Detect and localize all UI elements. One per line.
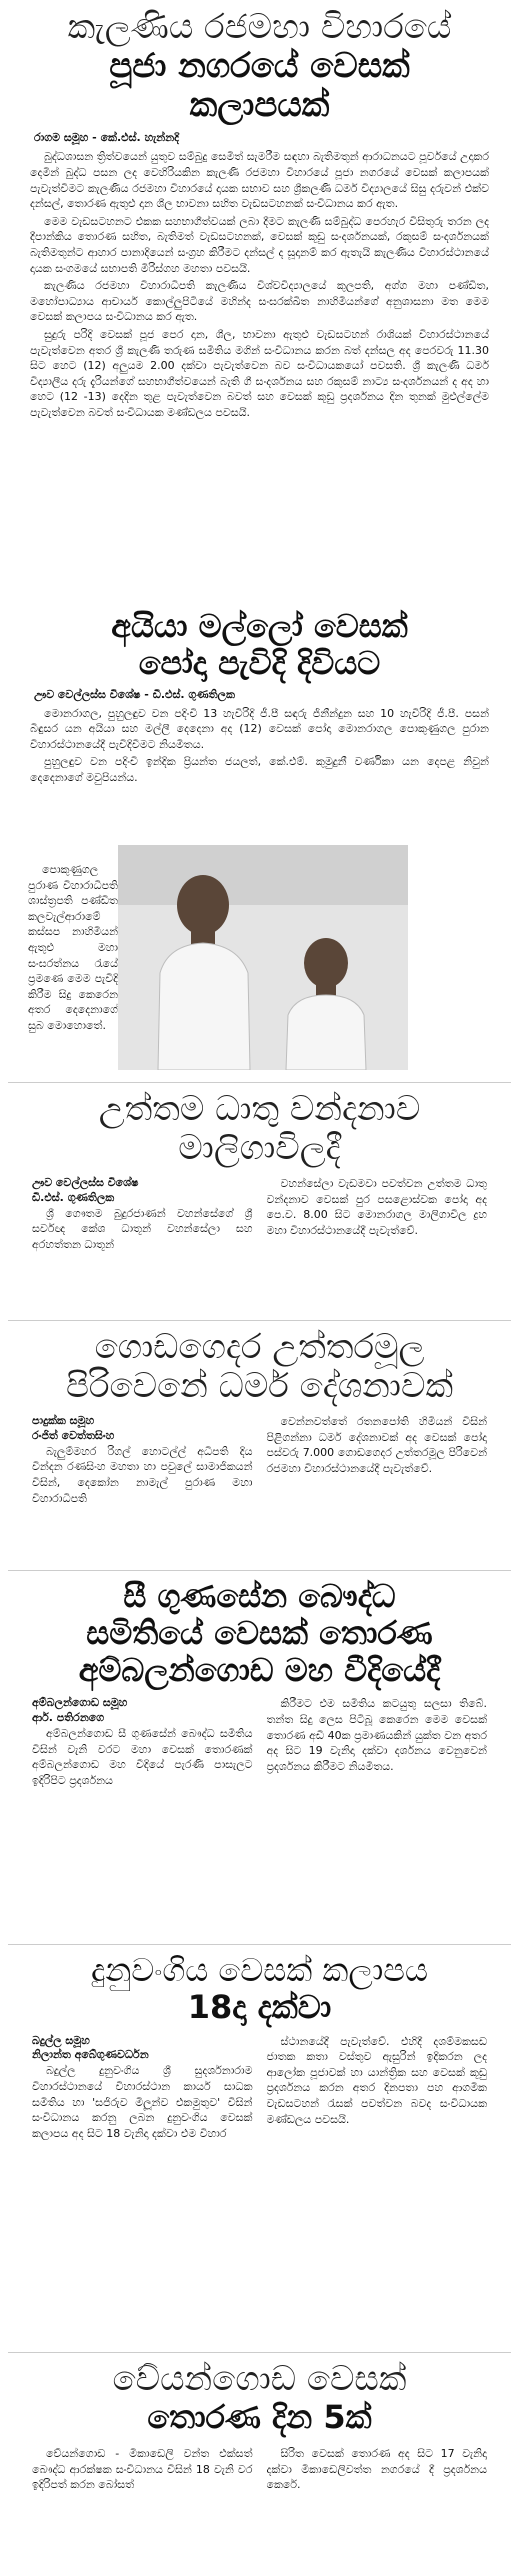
paragraph: බැලුම්මහර රිගල් හොටල්ල් අධිපති දිය වින්දන රණසිංහ මහතා හා පවුලේ සාමාජිකයන් විසින්, දෙකෝන නාමැල් පුරාණ මහා විහාරාධිපති — [32, 1444, 253, 1505]
column-right — [267, 1414, 488, 1508]
paragraph: කිරීමට එම සමිතිය කටයුතු සලසා තිබේ. තන්ත සිදු ලෙස පිටිබූ කෙරෙන මෙම වෙසක් තොරණ අඩි 40ක ප්‍රමාණයකින් යුක්ත වන අතර අද සිට 19 වැනිදා දක්වා දර්ශනය වෙනුවෙන් ප්‍රදර්ශනය කිරීමට නියමිතය. — [266, 1697, 487, 1773]
headline — [4, 1952, 515, 2026]
byline-line-2: ඩී.එස්. ගුණතිලක — [32, 1191, 115, 1205]
headline-line-3: අම්බලන්ගොඩ මහ වීදියේදී — [78, 1650, 441, 1689]
divider — [8, 1570, 511, 1571]
article-columns — [4, 1176, 515, 1255]
article-brothers-ordination — [0, 608, 519, 788]
photo-two-boys — [118, 845, 408, 1070]
article-dharma-sermon — [0, 1328, 519, 1508]
headline-line-2: මාලිගාවිලදී — [178, 1128, 341, 1169]
headline-line-2: පිරිවෙනේ ධර්ම දේශනාවක් — [65, 1366, 454, 1407]
column-right — [267, 1176, 488, 1255]
article-dunuwangiya-zone — [0, 1952, 519, 2143]
column-right — [267, 2446, 488, 2495]
headline-line-1: දුනුවංගිය වෙසක් කලාපය — [91, 1951, 428, 1989]
headline — [4, 1090, 515, 1168]
headline-line-2: 18දා දක්වා — [187, 1987, 332, 2026]
divider — [8, 1082, 511, 1083]
article-columns — [4, 2034, 515, 2144]
headline-line-1: උත්තම ධාතු වන්දනාව — [98, 1089, 421, 1129]
paragraph: අම්බලන්ගොඩ සී ගුණසේන් බෞද්ධ සමිතිය විසින් වැනි වරට මහා වෙසක් තොරණක් අම්බලන්ගොඩ මහ වීදියේ පැරණි පාසැලට ඉදිරිපිට ප්‍රදර්ශනය — [32, 1727, 253, 1787]
paragraph: වහන්සේලා වැඩමවා පවත්වන උත්තම ධාතු වන්දනාව වෙසක් පුර පසළොස්වක පෝදා අද පෙ.ව. 8.00 සිට මොනරාගල මාලිගාවිල ද්‍රහ මහා විහාරස්ථානයේදී පැවැත්වේ. — [266, 1177, 487, 1238]
divider — [8, 1320, 511, 1321]
byline: රාගම සමූහ - කේ.එස්. හැන්නදි — [34, 131, 180, 145]
article-columns — [4, 2446, 515, 2495]
paragraph: වේයන්ගොඩ - මිකාඩෙලි වන්ත එක්සත් බෞද්ධ ආරක්ෂක සංවිධානය විසින් 18 වැනි වර ඉදිරිපත් කරන බෝසත් — [32, 2446, 253, 2492]
paragraph: බුද්ධශාසන ත්‍රිත්වයෙන් යුතුව සම්බුදු සෙමිත් සැමරීම සඳහා බැතිමතුන් ආරාධනයට පූර්වයේ උදාකර දෙමින් බුද්ධ පසන ලද වෙහිරියකින කැලණි රජමහා විහාරයේ පූජා නගරයේ වෙසක් කලාපයක් පැවැත්වීමට කැලණිය රජමහා විහාරයේ දායක සභාව සහ ශ්‍රීකලණි ධර්ම විද්‍යාලයේ සිසු දරුවන් එක්ව දන්සල්, තොරණ ඇතුළු දාන ශීල භාවනා සහිත වැඩසටහනක් සංවිධානය කර ඇත. — [30, 150, 489, 211]
article-ambalangoda-pandal — [0, 1578, 519, 1791]
headline-line-1: අයියා මල්ලෝ වෙසක් — [111, 607, 408, 645]
paragraph: සුදුරු පරිදි වෙසක් පූජ පෙර දාන, ශීල, භාවනා ඇතුළු වැඩසටහන් රාශියක් විහාරස්ථානයේ පැවැත්වෙන අතර ශ්‍රී කැලණි තරුණ සමිතිය මගින් සංවිධානය කරන බත් දන්සල අද පෙරවරු 11.30 සිට හෙට (12) අලුයම 2.00 දක්වා පැවැත්වෙන බව සංවිධායකයෝ පවසති. ශ්‍රී කැලණි ධර්ම විද්‍යාලීය දරු දැරියන්ගේ සහභාගීත්වයෙන් බැති ගී සංදර්ශනය සහ රකුසම් නාට්‍ය සංදර්ශනයන් ද අද හා හෙට (12 -13) දෙදින තුළ පැවැත්වෙන බවත් සහ වෙසක් කූඩු ප්‍රදර්ශනය දින තුනක් මුළුල්ලේම පැවැත්වෙන බවත් සංවිධායක මණ්ඩලය පවසයි. — [30, 327, 489, 420]
byline-line-1: අම්බලන්ගොඩ සමූහ — [32, 1696, 128, 1710]
byline-line-1: ඌව වෙල්ලස්ස විශේෂ — [32, 1176, 139, 1190]
headline-line-1: කැලණිය රජමහා විහාරයේ — [67, 7, 452, 47]
headline-line-1: වේයන්ගොඩ වෙසක් — [112, 2359, 407, 2399]
article-columns — [4, 1696, 515, 1790]
column-left — [32, 1414, 253, 1508]
column-left — [32, 1696, 253, 1790]
byline-line-2: රංජිත් වෙත්තසිංහ — [32, 1429, 115, 1443]
headline-line-2: පූජා නගරයේ වෙසක් — [109, 46, 410, 87]
column-left — [32, 2034, 253, 2144]
paragraph: පොකුණුගල පුරාණ විහාරාධිපති ශාස්ත්‍රපති පණ්ඩිත කලවැල්ආරාමේ කස්සප නාහිමියන් ඇතුළු මහා සංඝරත්නය රැයේ ප්‍රමණෙ මෙම පැවිදි කිරීම සිදු කෙරෙන අතර දෙදෙනාගේ සුබ මොහොතේ. — [28, 863, 118, 1033]
paragraph: පුහුලඳුව වන පදිංචි ඉන්දික ප්‍රියන්ත ජයලත්, කේ.එම්. කුමුදුනී වර්ණිකා යන දෙපළ නිවුන් දෙදෙනාගේ මවුපියන්ය. — [30, 755, 489, 785]
column-right — [267, 1696, 488, 1790]
headline-line-2: පෝදා පැවිදි දිවියට — [138, 643, 381, 682]
byline-line-1: පාදුක්ක සමූහ — [32, 1414, 95, 1428]
article-kelaniya — [0, 8, 519, 423]
headline-line-1: ගොඩගෙදර උත්තරමූල — [94, 1327, 425, 1367]
headline — [4, 8, 515, 125]
photo-side-text — [28, 862, 118, 1036]
byline-line-1: බදුල්ල සමූහ — [32, 2033, 90, 2047]
byline: ඌව වෙල්ලස්ස විශේෂ - ඩී.එස්. ගුණතිලක — [34, 687, 235, 701]
paragraph: බදුල්ල දුනුවංගිය ශ්‍රී සුදර්ශනාරාම විහාරස්ථානයේ විහාරස්ථාන කාර්ය සාධක සමිතිය හා 'සජිරුව මිලූන්ව එකමුතුව' විසින් සංවිධානය කරනු ලබන දුනුවංගිය වෙසක් කලාපය අද සිට 18 වැනිදා දක්වා එම විහාර — [32, 2064, 253, 2140]
headline-line-2: තොරණ දින 5ක් — [147, 2398, 372, 2437]
photo-illustration — [118, 845, 408, 1070]
article-body — [4, 706, 515, 786]
paragraph: මොනරාගල, පුහුලඳුව වන පදිංචි 13 හැවිරිදි ජී.පී සඳරු ජිනීන්දුන සහ 10 හැවිරිදි ජී.පී. පසන් බිඳුසර යන අයියා සහ මල්ලී දෙදෙනා අද (12) වෙසක් පෝදා මොනරාගල පොකුණුගල පුරාන විහාරස්ථානයේදී පැවිදිවීමට නියමිතය. — [30, 706, 489, 751]
byline-line-2: ආර්. පතිරනගෙ — [32, 1711, 105, 1725]
headline — [4, 1578, 515, 1688]
column-right — [267, 2034, 488, 2144]
divider — [8, 1944, 511, 1945]
headline — [4, 608, 515, 682]
paragraph: මෙම වැඩසටහනට එකක සහභාගීත්වයක් ලබා දීමට කැලණි සම්බුද්ධ පෙරහැර විසිතුරු තරන ලද දීපාන්කිය තොරණ සහිත, බැතිමත් වැඩසටහනක්, වෙසක් කූඩු සංදර්ශනයක්, රකුසම් සංදර්ශනයක් බැතිමතුන්ට ආහාර පානාදියෙන් සංග්‍රහ කිරීමට දන්සල් ද සූදානම් කර ඇතැයි කැලණිය විහාරස්ථානයේ දායක සංගමයේ සභාපති මිරිස්ගහ මහතා පවසයි. — [30, 214, 489, 275]
column-left — [32, 1176, 253, 1255]
headline-line-3: කලාපයක් — [189, 85, 330, 126]
headline — [4, 1328, 515, 1406]
article-columns — [4, 1414, 515, 1508]
byline-line-2: නිලාන්ත අබේගුණවර්ධන — [32, 2048, 149, 2062]
column-left — [32, 2446, 253, 2495]
paragraph: ස්ථානයේදී පැවැත්වේ. එහිදී දශම්මකසඩ ජාතක කතා වස්තුව ඇසුරින් ඉදිකරන ලද ආලෝක පූජාවක් හා යාන්ත්‍රික සහ වෙසක් කූඩු ප්‍රදර්ශනය කරන අතර දිනපතා පහ ආගමික වැඩසටහන් රැසක් පවත්වන බවද සංවිධායක මණ්ඩලය පවසයි. — [266, 2034, 487, 2126]
paragraph: ශ්‍රී ගෞතම බුදුරජාණන් වහන්සේගේ ශ්‍රී සර්වඥ කේශ ධාතූන් වහන්සේලා සහ අරහත්තන ධාතූන් — [32, 1206, 253, 1252]
paragraph: වෙන්නවත්තේ රතනපෝති හිමියන් විසින් පිළිගන්නා ධර්ම දේශනාවක් අද වෙසක් පෝදා පස්වරු 7.000 ගොඩගෙදර උත්තරමූල පිරිවෙන් රජමහා විහාරස්ථානයේදී පැවැත්වේ. — [266, 1415, 487, 1476]
paragraph: කැලණිය රජමහා විහාරාධිපති කැලණිය විශ්වවිද්‍යාලයේ කුලපති, අග්ග මහා පණ්ඩිත, මහෝපාධ්‍යාය ආචාර්ය කොල්ලුපිටියේ මහින්ද සංඝරක්ඛිත නාහිමියන්ගේ අනුශාසනා මත මෙම වෙසක් කලාපය සංවිධානය කර ඇත. — [30, 279, 489, 324]
headline-line-1: සී ගුණසේන බෞද්ධ — [123, 1577, 396, 1615]
headline-line-2: සමිතියේ වෙසක් තොරණ — [86, 1613, 433, 1652]
headline — [4, 2360, 515, 2436]
divider — [8, 2352, 511, 2353]
article-veyangoda-pandal — [0, 2360, 519, 2495]
paragraph: සිරිත වෙසක් තොරණ අද සිට 17 වැනිදා දක්වා මීකාඩෙලිවත්ත නගරයේ දී ප්‍රදර්ශනය කෙරේ. — [266, 2446, 487, 2492]
article-relic-veneration — [0, 1090, 519, 1255]
article-body — [4, 149, 515, 420]
